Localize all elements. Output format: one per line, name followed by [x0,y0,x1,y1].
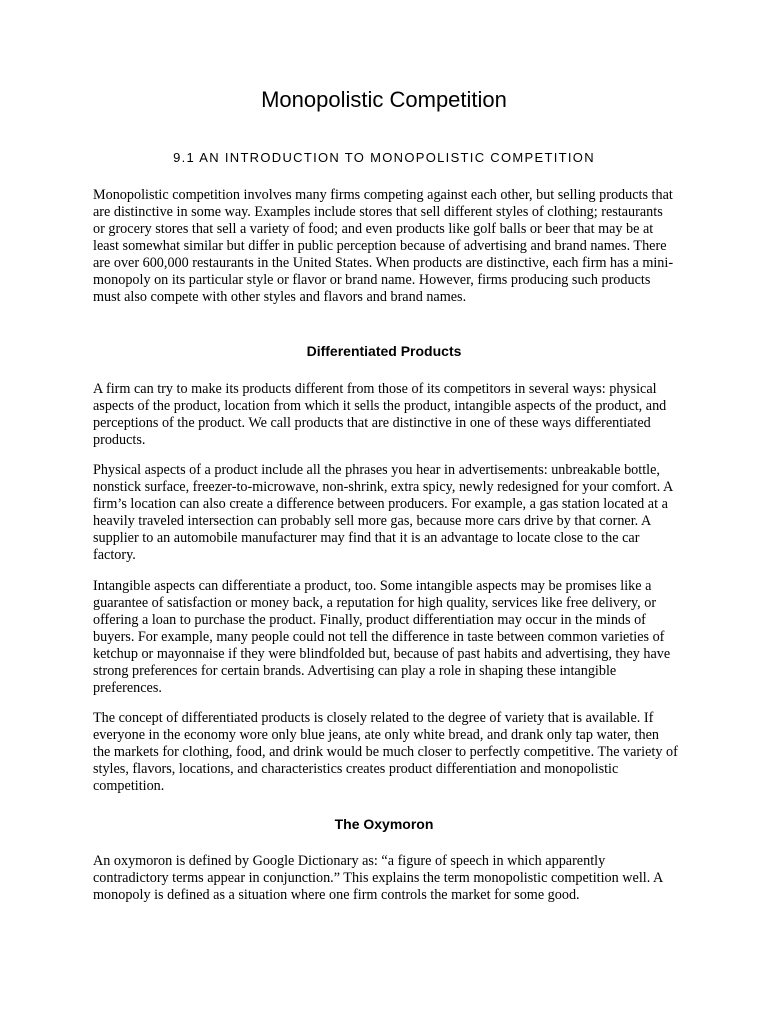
differentiated-paragraph-1: A firm can try to make its products different from those of its competitors in several ways: physical aspects of the product, location from which it sells the product, intangible aspects of the product, and perceptions of the product. We call products that are distinctive in one of these ways differentiated products. [93,381,667,448]
section-title: 9.1 AN INTRODUCTION TO MONOPOLISTIC COMPETITION [173,150,595,165]
page-title: Monopolistic Competition [261,87,507,112]
heading-oxymoron: The Oxymoron [334,816,434,832]
differentiated-paragraph-3: Intangible aspects can differentiate a product, too. Some intangible aspects may be promises like a guarantee of satisfaction or money back, a reputation for high quality, services like free delivery, or offering a loan to purchase the product. Finally, product differentiation may occur in the minds of buyers. For example, many people could not tell the difference in taste between common varieties of ketchup or mayonnaise if they were blindfolded but, because of past habits and advertising, they have strong preferences for certain brands. Advertising can play a role in shaping these intangible preferences. [93,578,671,696]
intro-paragraph: Monopolistic competition involves many firms competing against each other, but selling products that are distinctive in some way. Examples include stores that sell different styles of clothing; restaurants or grocery stores that sell a variety of food; and even products like golf balls or beer that may be at least somewhat similar but differ in public perception because of advertising and brand names. There are over 600,000 restaurants in the United States. When products are distinctive, each firm has a mini-monopoly on its particular style or flavor or brand name. However, firms producing such products must also compete with other styles and flavors and brand names. [93,187,674,305]
heading-differentiated-products: Differentiated Products [306,343,462,359]
differentiated-paragraph-2: Physical aspects of a product include all the phrases you hear in advertisements: unbreakable bottle, nonstick surface, freezer-to-microwave, non-shrink, extra spicy, newly redesigned for your comfort. A firm’s location can also create a difference between producers. For example, a gas station located at a heavily traveled intersection can probably sell more gas, because more cars drive by that corner. A supplier to an automobile manufacturer may find that it is an advantage to locate close to the car factory. [93,462,673,563]
oxymoron-paragraph: An oxymoron is defined by Google Dictionary as: “a figure of speech in which apparently contradictory terms appear in conjunction.” This explains the term monopolistic competition well. A monopoly is defined as a situation where one firm controls the market for some good. [93,853,663,903]
differentiated-paragraph-4: The concept of differentiated products is closely related to the degree of variety that is available. If everyone in the economy wore only blue jeans, ate only white bread, and drank only tap water, then the markets for clothing, food, and drink would be much closer to perfectly competitive. The variety of styles, flavors, locations, and characteristics creates product differentiation and monopolistic competition. [93,710,678,794]
